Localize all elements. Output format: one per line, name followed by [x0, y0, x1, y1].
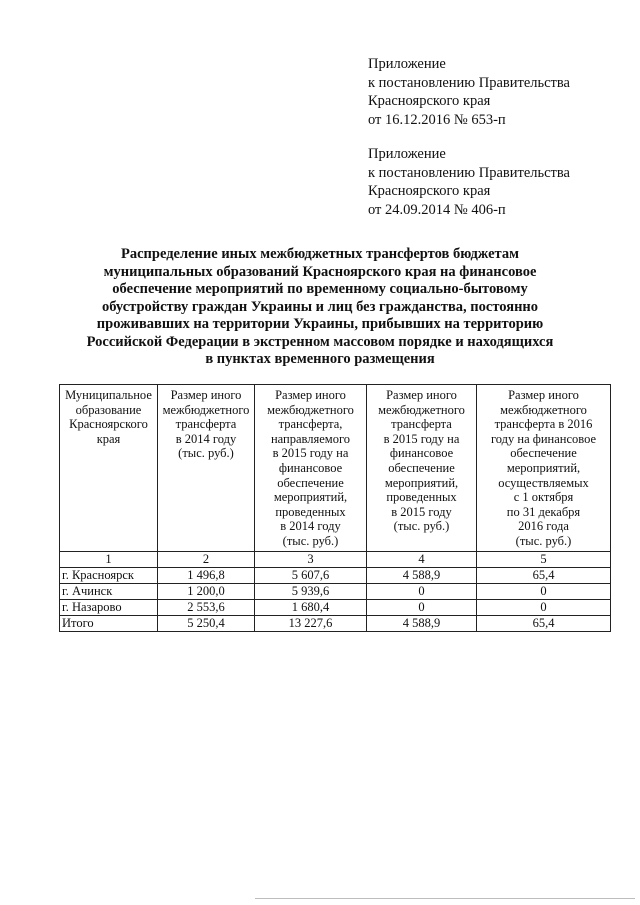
column-index: 4 — [367, 552, 477, 568]
header-municipality: Муниципальное образование Красноярского края — [60, 385, 158, 552]
column-index: 1 — [60, 552, 158, 568]
title-line: обеспечение мероприятий по временному социально-бытовому — [112, 281, 528, 297]
header-transfer-2014: Размер иного межбюджетного трансферта в 2014 году (тыс. руб.) — [158, 385, 255, 552]
document-title — [60, 246, 580, 369]
municipality-name: г. Красноярск — [60, 567, 158, 583]
value-cell: 4 588,9 — [367, 567, 477, 583]
total-value: 5 250,4 — [158, 615, 255, 631]
scan-edge-line — [255, 898, 635, 899]
table-row — [60, 599, 611, 615]
column-index: 5 — [477, 552, 611, 568]
total-value: 4 588,9 — [367, 615, 477, 631]
annex-line: к постановлению Правительства — [368, 74, 570, 91]
municipality-name: г. Ачинск — [60, 583, 158, 599]
annex-line: к постановлению Правительства — [368, 164, 570, 181]
annex-stamp-original — [368, 145, 570, 219]
title-line: в пунктах временного размещения — [205, 351, 435, 367]
value-cell: 65,4 — [477, 567, 611, 583]
value-cell: 5 607,6 — [255, 567, 367, 583]
value-cell: 1 680,4 — [255, 599, 367, 615]
title-line: проживавших на территории Украины, прибывших на территорию — [96, 316, 544, 332]
transfers-table — [59, 384, 611, 632]
annex-line: Приложение — [368, 56, 446, 72]
annex-line: от 16.12.2016 № 653-п — [368, 111, 506, 128]
annex-line: Красноярского края — [368, 183, 491, 199]
title-line: Российской Федерации в экстренном массовом порядке и находящихся — [86, 333, 554, 350]
title-line: муниципальных образований Красноярского края на финансовое — [103, 263, 537, 280]
annex-stamp-current — [368, 55, 570, 129]
table-row — [60, 567, 611, 583]
table-total-row — [60, 615, 611, 631]
value-cell: 0 — [477, 583, 611, 599]
annex-line: Приложение — [368, 146, 446, 162]
table-header-row — [60, 385, 611, 552]
header-transfer-2015: Размер иного межбюджетного трансферта в 2015 году на финансовое обеспечение мероприятий, проведенных в 2015 году (тыс. руб.) — [367, 385, 477, 552]
annex-line: от 24.09.2014 № 406-п — [368, 201, 506, 218]
table-index-row — [60, 552, 611, 568]
value-cell: 0 — [367, 583, 477, 599]
value-cell: 0 — [367, 599, 477, 615]
column-index: 3 — [255, 552, 367, 568]
total-value: 65,4 — [477, 615, 611, 631]
value-cell: 1 200,0 — [158, 583, 255, 599]
title-line: обустройству граждан Украины и лиц без гражданства, постоянно — [101, 298, 539, 315]
header-transfer-2015-for-2014: Размер иного межбюджетного трансферта, направляемого в 2015 году на финансовое обеспечение мероприятий, проведенных в 2014 году (тыс. руб.) — [255, 385, 367, 552]
column-index: 2 — [158, 552, 255, 568]
value-cell: 0 — [477, 599, 611, 615]
value-cell: 2 553,6 — [158, 599, 255, 615]
annex-line: Красноярского края — [368, 93, 491, 109]
total-value: 13 227,6 — [255, 615, 367, 631]
value-cell: 5 939,6 — [255, 583, 367, 599]
municipality-name: г. Назарово — [60, 599, 158, 615]
total-label: Итого — [60, 615, 158, 631]
table-row — [60, 583, 611, 599]
header-transfer-2016: Размер иного межбюджетного трансферта в 2016 году на финансовое обеспечение мероприятий, осуществляемых с 1 октября по 31 декабря 2016 года (тыс. руб.) — [477, 385, 611, 552]
value-cell: 1 496,8 — [158, 567, 255, 583]
title-line: Распределение иных межбюджетных трансфертов бюджетам — [121, 246, 519, 262]
